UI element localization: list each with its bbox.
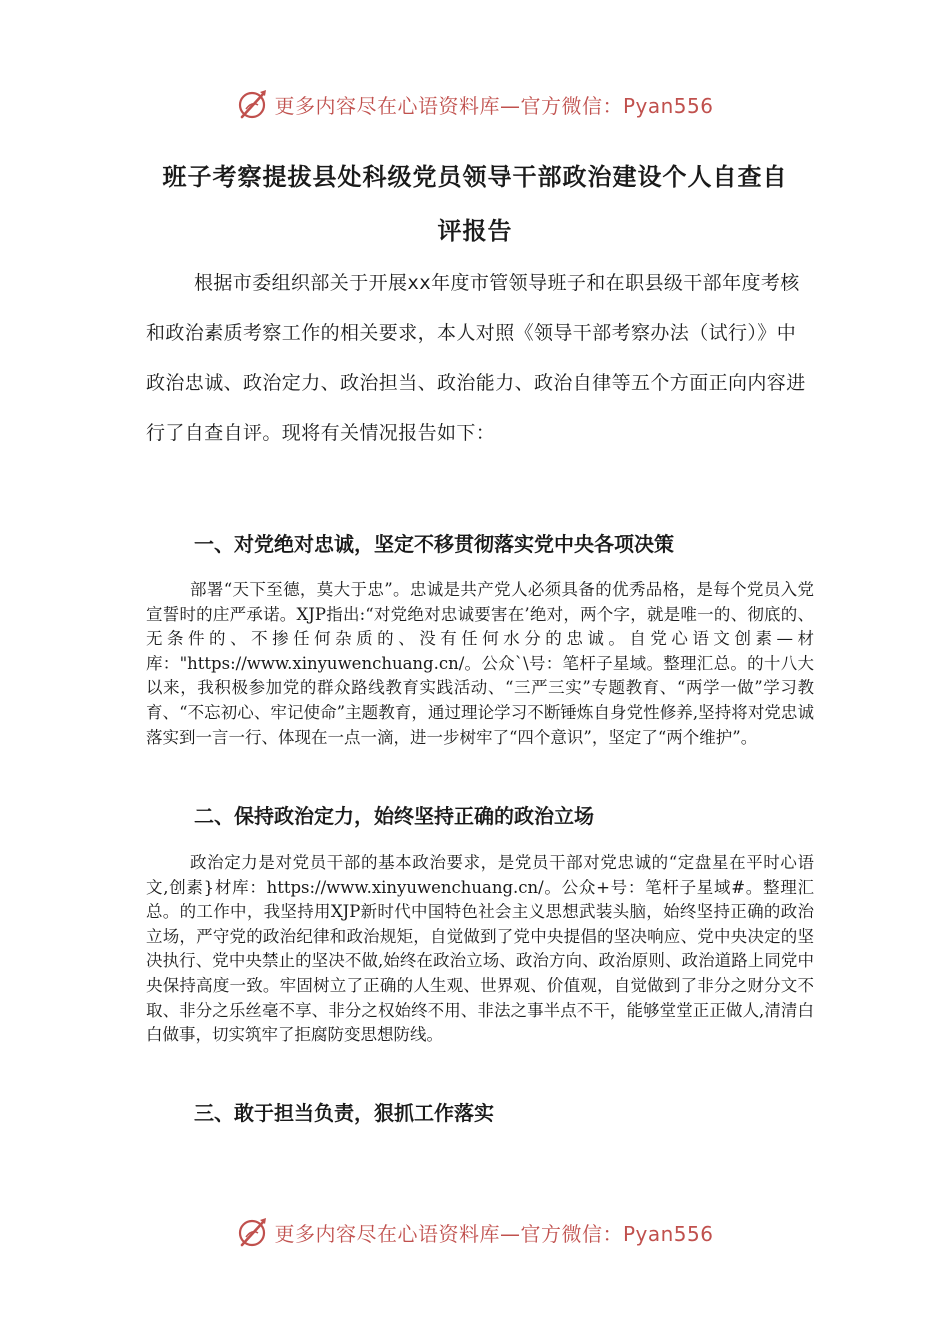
footer-banner (0, 1212, 950, 1252)
section-body-2: 政治定力是对党员干部的基本政治要求，是党员干部对党忠诚的“定盘星在平时心语文,创素}材库：https://www.xinyuwenchuang.cn/。公众+号：笔杆子星域#。整理汇总。的工作中，我坚持用XJP新时代中国特色社会主义思想武装头脑，始终坚持正确的政治立场，严守党的政治纪律和政治规矩，自觉做到了党中央提倡的坚决响应、党中央决定的坚决执行、党中央禁止的坚决不做,始终在政治立场、政治方向、政治原则、政治道路上同党中央保持高度一致。牢固树立了正确的人生观、世界观、价值观，自觉做到了非分之财分文不取、非分之乐丝毫不享、非分之权始终不用、非法之事半点不干，能够堂堂正正做人,清清白白做事，切实筑牢了拒腐防变思想防线。 (146, 853, 814, 1045)
pen-logo-icon (236, 1215, 270, 1249)
section-heading-1: 一、对党绝对忠诚，坚定不移贯彻落实党中央各项决策 (194, 532, 674, 556)
intro-paragraph: 根据市委组织部关于开展xx年度市管领导班子和在职县级干部年度考核和政治素质考察工作的相关要求，本人对照《领导干部考察办法（试行）》中政治忠诚、政治定力、政治担当、政治能力、政治自律等五个方面正向内容进行了自查自评。现将有关情况报告如下： (146, 272, 806, 444)
title-line-2: 评报告 (437, 217, 513, 245)
section-heading-2: 二、保持政治定力，始终坚持正确的政治立场 (194, 804, 594, 828)
document-title (120, 150, 830, 258)
header-banner (0, 84, 950, 124)
title-line-1: 班子考察提拔县处科级党员领导干部政治建设个人自查自 (162, 163, 788, 191)
section-heading-3: 三、敢于担当负责，狠抓工作落实 (194, 1101, 494, 1125)
pen-logo-icon (236, 87, 270, 121)
banner-text: 更多内容尽在心语资料库—官方微信：Pyan556 (274, 93, 714, 118)
banner-text: 更多内容尽在心语资料库—官方微信：Pyan556 (274, 1221, 714, 1246)
section-body-1: 部署“天下至德，莫大于忠”。忠诚是共产党人必须具备的优秀品格，是每个党员入党宣誓时的庄严承诺。XJP指出:“对党绝对忠诚要害在’绝对，两个字，就是唯一的、彻底的、无条件的、不掺任何杂质的、没有任何水分的忠诚。自党心语文创素—材库："https://www.xinyuwenchuang.cn/。公众`\号：笔杆子星域。整理汇总。的十八大以来，我积极参加党的群众路线教育实践活动、“三严三实”专题教育、“两学一做”学习教育、“不忘初心、牢记使命”主题教育，通过理论学习不断锤炼自身党性修养,坚持将对党忠诚落实到一言一行、体现在一点一滴，进一步树牢了“四个意识”，坚定了“两个维护”。 (146, 580, 814, 747)
